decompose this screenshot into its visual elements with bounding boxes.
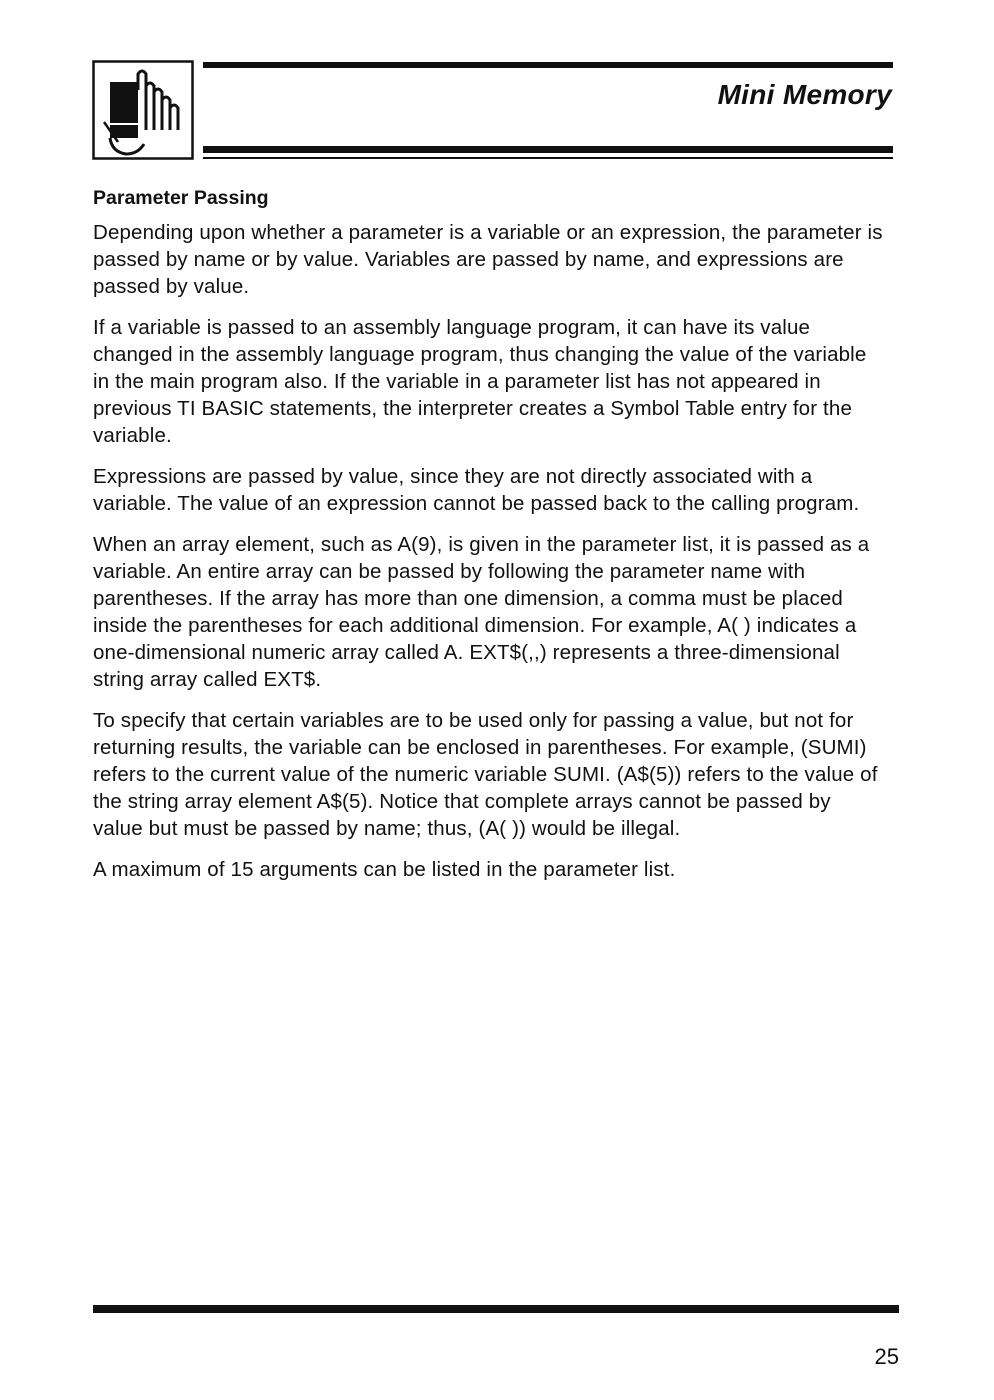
header-top-rule [203, 62, 893, 68]
page-number: 25 [874, 1344, 899, 1369]
header-bottom-rule [203, 146, 893, 153]
paragraph-pass-by-value: To specify that certain variables are to be used only for passing a value, but not for returning results, the variable can be enclosed in parentheses. For example, (SUMI) refers to the current value of the numeric variable SUMI. (A$(5)) refers to the value of the string array element A$(5). Notice that complete arrays cannot be passed by value but must be passed by name; thus, (A( )) would be illegal. [93, 709, 878, 840]
module-hand-icon [92, 60, 194, 160]
paragraph-expressions: Expressions are passed by value, since they are not directly associated with a variable. The value of an expression cannot be passed back to the calling program. [93, 465, 860, 515]
header-bottom-thin-rule [203, 157, 893, 159]
main-content [93, 185, 883, 897]
paragraph-parameter-passing: Depending upon whether a parameter is a variable or an expression, the parameter is passed by name or by value. Variables are passed by name, and expressions are passed by value. [93, 221, 883, 298]
paragraph-variable-passing: If a variable is passed to an assembly language program, it can have its value changed in the assembly language program, thus changing the value of the variable in the main program also. If the variable in a parameter list has not appeared in previous TI BASIC statements, the interpreter creates a Symbol Table entry for the variable. [93, 316, 867, 447]
paragraph-arrays: When an array element, such as A(9), is given in the parameter list, it is passed as a variable. An entire array can be passed by following the parameter name with parentheses. If the array has more than one dimension, a comma must be placed inside the parentheses for each additional dimension. For example, A( ) indicates a one-dimensional numeric array called A. EXT$(,,) represents a three-dimensional string array called EXT$. [93, 533, 870, 691]
footer-rule [93, 1305, 899, 1313]
section-heading: Parameter Passing [93, 187, 269, 209]
paragraph-max-arguments: A maximum of 15 arguments can be listed in the parameter list. [93, 858, 676, 881]
page-header-title: Mini Memory [717, 79, 892, 110]
